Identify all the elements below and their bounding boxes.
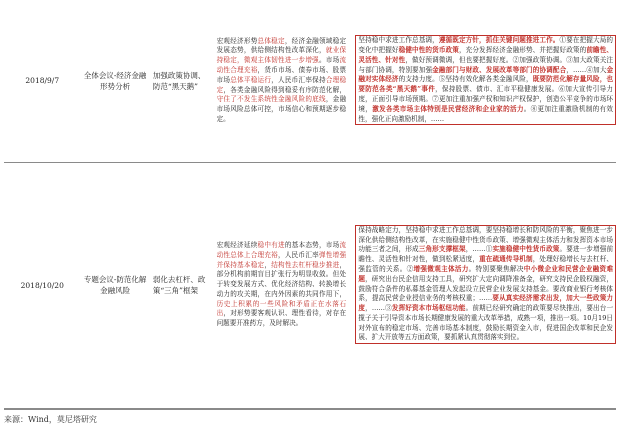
text-segment: ，处理好稳增长与去杠杆、强监管的关系。 <box>358 255 614 273</box>
text-segment: ，货币市场、债券市场、股票市场 <box>216 66 347 84</box>
text-segment: 中小微企业和民营企业融资难题 <box>358 264 614 283</box>
text-segment: 金融对实体经济 <box>358 65 614 84</box>
text-segment: 结构性去杠杆稳步推进 <box>271 260 340 269</box>
text-segment: 宏观经济形势 <box>216 36 258 45</box>
text-segment: ⑦更加注重加强产权和知识产权保护，创造公平竞争的市场环境， <box>358 94 614 113</box>
text-segment: ② <box>406 264 414 273</box>
text-segment: ① <box>485 245 493 254</box>
text-segment: ⑧更加注重激励机制的有效性，强化正向激励机制，…… <box>358 104 614 123</box>
text-segment: 激发各类市场主体特别是民营经济和企业家的活力 <box>372 104 524 113</box>
text-segment: 宏观经济延续 <box>216 240 258 249</box>
text-segment: 。前期已经研究确定的政策要尽快推出，要出台一揽子关于引导资本市场长期健康发展的重大改革举措，成熟一项，推出一项。 <box>358 304 614 322</box>
text-segment: ①要在把握大局的变化中把握好 <box>358 36 614 54</box>
text-segment: ，经济金融领域稳定发展态势，供给侧结构性改革深化， <box>216 36 347 55</box>
text-segment: ，…… <box>365 304 386 313</box>
text-segment: 合理稳定 <box>216 75 347 94</box>
text-segment: 流动性合理充裕 <box>216 56 347 75</box>
measures-box <box>355 35 616 125</box>
date-cell: 2018/10/20 <box>4 162 81 408</box>
focus-cell: 弱化去杠杆、政策“三角”框架 <box>150 162 216 408</box>
text-segment: ③加大政策关注与部门协调，特别要加强 <box>358 55 614 74</box>
text-segment: 就业保持稳定，微观主体韧性进一步增强 <box>216 46 347 65</box>
text-segment: 增强微观主体活力 <box>413 264 469 273</box>
text-segment: ，金融市场风险总体可控，市场信心和预期逐步稳定。 <box>216 95 347 124</box>
source-note: 来源：Wind，莫尼塔研究 <box>4 415 97 424</box>
text-segment: 。 <box>523 104 531 113</box>
text-segment: 。市场 <box>318 56 340 65</box>
measures-box <box>355 225 616 345</box>
text-segment: ③ <box>385 304 392 313</box>
text-segment: ，人民币汇率保持 <box>271 75 326 84</box>
table-bottom-rule <box>4 409 616 410</box>
text-segment: ，保持股票、债市、汇市平稳健康发展。 <box>435 85 559 94</box>
text-segment: 总体稳定 <box>257 36 285 45</box>
measures-cell <box>355 0 616 162</box>
text-segment: ②加强政策协调。 <box>512 55 567 64</box>
policy-table <box>4 0 616 409</box>
text-segment: ， <box>264 260 272 269</box>
text-segment: ④加大 <box>586 65 607 74</box>
text-segment: 的基本态势，市场 <box>284 240 340 249</box>
text-segment: ，研究出台民企信用支持工具，研究扩大定向调降准备金，研究支持民企股权融资，鼓励符合条件的私募基金管理人发起设立民营企业发展支持基金。要改商业银行考核体系，提高民营企业授信业务的考核权重；…… <box>358 274 613 303</box>
focus-cell: 加强政策协调、防范“黑天鹅” <box>150 0 216 162</box>
text-segment: 三角形支撑框架 <box>418 245 466 254</box>
text-segment: ，充分发挥经济金融形势、并把握好政策的 <box>458 45 587 54</box>
text-segment: 坚持稳中求进工作总基调， <box>358 36 439 45</box>
text-segment: 历史上积累的一些风险和矛盾正在水落石出 <box>216 299 347 318</box>
text-segment: 流动性总体上合理充裕 <box>216 240 347 259</box>
date-cell: 2018/9/7 <box>4 0 81 162</box>
text-segment: 守住了不发生系统性金融风险的底线 <box>216 95 326 104</box>
measures-cell <box>355 162 616 408</box>
table-row <box>4 162 616 408</box>
text-segment: ，部分机构前期盲目扩张行为明显收敛。 <box>216 260 347 279</box>
text-segment: ，…… <box>465 245 486 254</box>
evaluation-cell <box>216 0 347 162</box>
text-segment: 重在疏通传导机制 <box>479 255 533 264</box>
text-segment: ⑤坚持有效化解各类金融风险， <box>438 75 533 84</box>
text-segment: 弹性增强并保持基本稳定 <box>216 250 347 269</box>
text-segment: 既要防范化解存量风险，也要防范各类“黑天鹅”事件 <box>358 75 614 94</box>
text-segment: 稳健中性的货币政策 <box>398 45 459 54</box>
text-segment: 。特别要聚焦解决 <box>468 264 524 273</box>
text-segment: ，做好预调微调，但也要把握好度。 <box>405 55 513 64</box>
meeting-cell: 全体会议-经济金融形势分析 <box>81 0 150 162</box>
text-segment: 但处于转变发展方式、优化经济结构、转换增长动力的攻关期，在内外因素的共同作用下， <box>216 270 347 298</box>
text-segment: 稳中有进 <box>257 240 285 249</box>
text-segment: 金融部门与财政、发展改革等部门的协调配合 <box>432 65 567 74</box>
text-segment: 实施稳健中性货币政策 <box>492 245 560 254</box>
text-segment: 遵循既定方针，抓住关键问题推进工作。 <box>438 36 560 45</box>
text-segment: 。要进一步增强前瞻性、灵活性和针对性，做到松紧适度， <box>358 245 614 264</box>
text-segment: 要从真实经济需求出发，加大一些政策力度 <box>358 294 614 313</box>
text-segment: 的支持力度。 <box>398 75 439 84</box>
text-segment: ，对形势要客观认识、理性看待，对存在问题要开准药方，及时解决。 <box>216 309 347 328</box>
text-segment: 前瞻性、灵活性、针对性 <box>358 45 614 64</box>
text-segment: 总体平稳运行 <box>230 75 272 84</box>
meeting-cell: 专题会议-防范化解金融风险 <box>81 162 150 408</box>
text-segment: ，各类金融风险得到稳妥有序防范化解， <box>223 85 347 94</box>
text-segment: ，…… <box>566 65 587 74</box>
text-segment: 保持战略定力，坚持稳中求进工作总基调，要坚持稳增长和防风险的平衡，聚焦进一步深化供给侧结构性改革，在实施稳健中性货币政策、增强微观主体活力和发挥资本市场功能三者之间，形成 <box>358 225 613 254</box>
text-segment: 10月19日对外宣布的稳定市场、完善市场基本制度，鼓励长期资金入市，促进国企改革和民企发展、扩大开放等五方面政策，要抓紧认真贯彻落实到位。 <box>358 313 614 342</box>
text-segment: ，人民币汇率 <box>278 250 319 259</box>
text-segment: ⑥加大宣传引导力度，正面引导市场预期。 <box>358 85 614 103</box>
text-segment: 发挥好资本市场枢纽功能 <box>391 304 466 313</box>
evaluation-cell <box>216 162 347 408</box>
table-row <box>4 0 616 162</box>
